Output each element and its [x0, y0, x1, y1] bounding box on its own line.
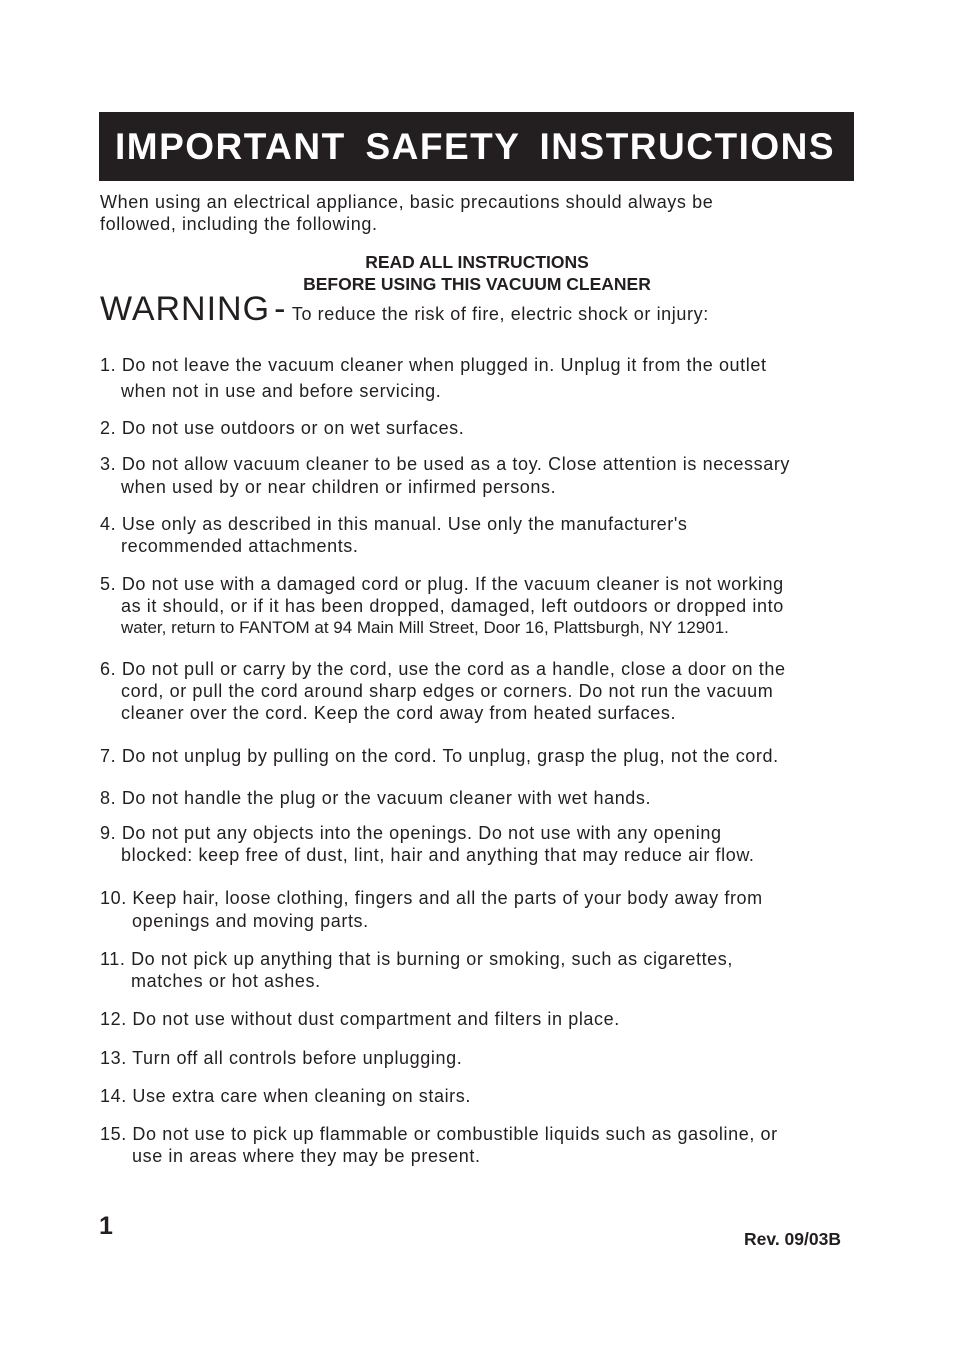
item-line: 9. Do not put any objects into the openings. Do not use with any opening — [100, 823, 722, 843]
intro-paragraph — [100, 191, 820, 235]
item-line: 10. Keep hair, loose clothing, fingers and all the parts of your body away from — [100, 888, 763, 908]
instruction-item-6 — [100, 658, 860, 724]
read-all-heading-1: READ ALL INSTRUCTIONS — [365, 252, 589, 272]
item-line: matches or hot ashes. — [131, 971, 321, 991]
item-line: 2. Do not use outdoors or on wet surfaces. — [100, 418, 465, 438]
instruction-item-14 — [100, 1085, 860, 1107]
instruction-item-15 — [100, 1123, 860, 1167]
item-line: as it should, or if it has been dropped, damaged, left outdoors or dropped into — [121, 596, 784, 616]
warning-dash: - — [274, 290, 286, 328]
read-all-heading-2: BEFORE USING THIS VACUUM CLEANER — [303, 274, 651, 294]
warning-word: WARNING — [100, 290, 271, 328]
item-line: 12. Do not use without dust compartment and filters in place. — [100, 1009, 620, 1029]
item-line: 1. Do not leave the vacuum cleaner when plugged in. Unplug it from the outlet — [100, 355, 767, 375]
instruction-item-11 — [100, 948, 860, 992]
item-line: 11. Do not pick up anything that is burning or smoking, such as cigarettes, — [100, 949, 733, 969]
warning-line — [100, 290, 709, 329]
page-title: IMPORTANT SAFETY INSTRUCTIONS — [115, 125, 836, 167]
item-line: 7. Do not unplug by pulling on the cord. To unplug, grasp the plug, not the cord. — [100, 746, 779, 766]
revision-label: Rev. 09/03B — [744, 1229, 841, 1249]
instruction-item-4 — [100, 513, 860, 557]
instruction-item-7 — [100, 745, 860, 767]
instruction-item-9 — [100, 822, 860, 866]
instruction-item-8 — [100, 787, 860, 809]
instruction-item-5 — [100, 573, 860, 639]
item-line: use in areas where they may be present. — [132, 1146, 481, 1166]
item-line: cleaner over the cord. Keep the cord away from heated surfaces. — [121, 703, 677, 723]
item-line: 13. Turn off all controls before unplugging. — [100, 1048, 463, 1068]
instruction-item-12 — [100, 1008, 860, 1030]
item-line: blocked: keep free of dust, lint, hair and anything that may reduce air flow. — [121, 845, 755, 865]
intro-line-2: followed, including the following. — [100, 214, 378, 234]
item-line: when not in use and before servicing. — [121, 381, 442, 401]
item-line: water, return to FANTOM at 94 Main Mill Street, Door 16, Plattsburgh, NY 12901. — [121, 618, 729, 637]
instruction-item-10 — [100, 887, 860, 932]
item-line: cord, or pull the cord around sharp edges or corners. Do not run the vacuum — [121, 681, 774, 701]
warning-text: To reduce the risk of fire, electric shock or injury: — [291, 304, 709, 324]
item-line: 3. Do not allow vacuum cleaner to be used as a toy. Close attention is necessary — [100, 454, 791, 474]
item-line: 14. Use extra care when cleaning on stairs. — [100, 1086, 471, 1106]
item-line: when used by or near children or infirmed persons. — [121, 477, 557, 497]
intro-line-1: When using an electrical appliance, basic precautions should always be — [100, 192, 714, 212]
page-number: 1 — [99, 1212, 113, 1240]
item-line: 8. Do not handle the plug or the vacuum cleaner with wet hands. — [100, 788, 652, 808]
item-line: recommended attachments. — [121, 536, 359, 556]
item-line: 6. Do not pull or carry by the cord, use the cord as a handle, close a door on the — [100, 659, 786, 679]
item-line: 4. Use only as described in this manual. Use only the manufacturer's — [100, 514, 688, 534]
item-line: 15. Do not use to pick up flammable or combustible liquids such as gasoline, or — [100, 1124, 778, 1144]
instruction-item-1 — [100, 354, 860, 402]
instruction-item-13 — [100, 1047, 860, 1069]
instruction-item-3 — [100, 453, 860, 498]
title-banner — [99, 112, 854, 181]
item-line: 5. Do not use with a damaged cord or plug. If the vacuum cleaner is not working — [100, 574, 784, 594]
item-line: openings and moving parts. — [132, 911, 369, 931]
instruction-item-2 — [100, 417, 860, 439]
